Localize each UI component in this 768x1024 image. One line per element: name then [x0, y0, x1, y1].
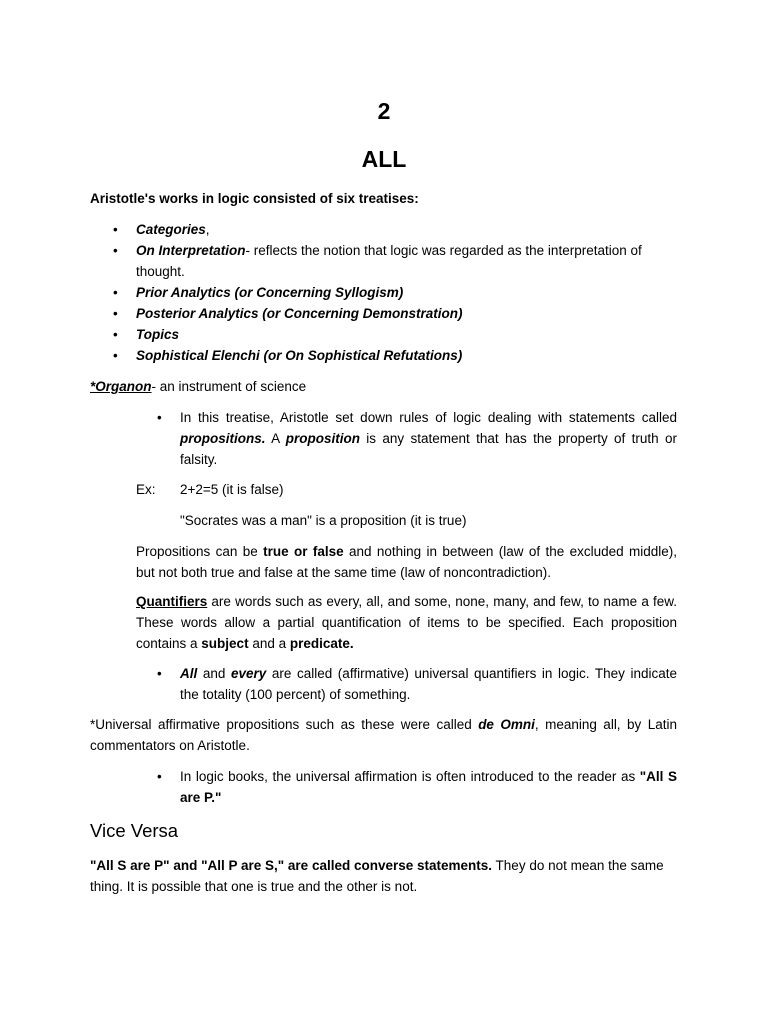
paragraph-text: *Universal affirmative propositions such as these were called — [90, 717, 479, 732]
list-item — [113, 324, 681, 345]
emphasized-term: true or false — [263, 544, 344, 559]
treatise-list — [113, 219, 681, 366]
treatise-description: - reflects the notion that logic was regarded as the interpretation of thought. — [136, 243, 642, 279]
paragraph-text: In this treatise, Aristotle set down rules of logic dealing with statements called — [180, 410, 677, 425]
all-every-paragraph — [180, 663, 677, 705]
example-2: "Socrates was a man" is a proposition (it is true) — [180, 513, 467, 528]
paragraph-text: and nothing in between (law of the excluded middle), but not both true and false at the same time (law of noncontradiction). — [136, 544, 677, 580]
treatise-title: Topics — [136, 327, 180, 342]
emphasized-term: predicate. — [289, 636, 354, 651]
paragraph-text: are called (affirmative) universal quantifiers in logic. They indicate the totality (100 percent) of something. — [180, 666, 677, 702]
organon-term: *Organon — [90, 379, 152, 394]
bullet-icon: • — [157, 410, 162, 425]
paragraph-text: are words such as every, all, and some, none, many, and few, to name a few. These words allow a partial quantification of items to be specified. Each proposition contains a — [136, 594, 677, 651]
paragraph-text: In logic books, the universal affirmation is often introduced to the reader as — [180, 769, 640, 784]
bullet-icon: • — [113, 222, 118, 237]
paragraph-text: Propositions can be — [136, 544, 264, 559]
example-label: Ex: — [136, 482, 156, 497]
paragraph-text: A — [265, 431, 286, 446]
logic-books-paragraph — [180, 766, 677, 808]
quantifiers-paragraph — [136, 591, 677, 654]
treatise-title: Sophistical Elenchi (or On Sophistical Refutations) — [136, 348, 463, 363]
chapter-number: 2 — [377, 98, 391, 124]
list-item — [113, 219, 681, 240]
paragraph-text: and a — [248, 636, 290, 651]
treatise-title: On Interpretation — [136, 243, 246, 258]
example-1: 2+2=5 (it is false) — [180, 482, 284, 497]
bullet-icon: • — [157, 769, 162, 784]
propositions-paragraph — [136, 541, 677, 583]
section-heading: Vice Versa — [90, 820, 179, 841]
emphasized-term: every — [230, 666, 267, 681]
emphasized-term: subject — [201, 636, 249, 651]
quantifiers-term: Quantifiers — [136, 594, 208, 609]
organon-description: - an instrument of science — [151, 379, 307, 394]
universal-paragraph — [90, 714, 677, 756]
organon-definition — [90, 376, 306, 397]
paragraph-text: is any statement that has the property of truth or falsity. — [180, 431, 677, 467]
treatise-title: Posterior Analytics (or Concerning Demonstration) — [136, 306, 463, 321]
list-item — [113, 345, 681, 366]
treatise-title: Categories — [136, 222, 206, 237]
bullet-icon: • — [113, 348, 118, 363]
paragraph-text: and — [197, 666, 231, 681]
emphasized-term: propositions. — [180, 431, 266, 446]
paragraph-text: , meaning all, by Latin commentators on Aristotle. — [90, 717, 677, 753]
paragraph-text: They do not mean the same thing. It is possible that one is true and the other is not. — [90, 858, 664, 894]
chapter-title: ALL — [361, 146, 407, 172]
treatise-suffix: , — [205, 222, 210, 237]
bullet-icon: • — [113, 327, 118, 342]
intro-heading: Aristotle's works in logic consisted of six treatises: — [90, 191, 419, 206]
list-item — [113, 282, 681, 303]
list-item — [113, 303, 681, 324]
treatise-paragraph — [180, 407, 677, 470]
vice-versa-paragraph — [90, 855, 680, 897]
bullet-icon: • — [113, 243, 118, 258]
bullet-icon: • — [113, 285, 118, 300]
emphasized-term: "All S are P" and "All P are S," are called converse statements. — [90, 858, 493, 873]
treatise-title: Prior Analytics (or Concerning Syllogism) — [136, 285, 404, 300]
emphasized-term: proposition — [285, 431, 360, 446]
list-item — [113, 240, 681, 282]
bullet-icon: • — [157, 666, 162, 681]
emphasized-term: All — [180, 666, 198, 681]
bullet-icon: • — [113, 306, 118, 321]
emphasized-term: de Omni — [478, 717, 535, 732]
emphasized-term: "All S are P." — [180, 769, 677, 805]
